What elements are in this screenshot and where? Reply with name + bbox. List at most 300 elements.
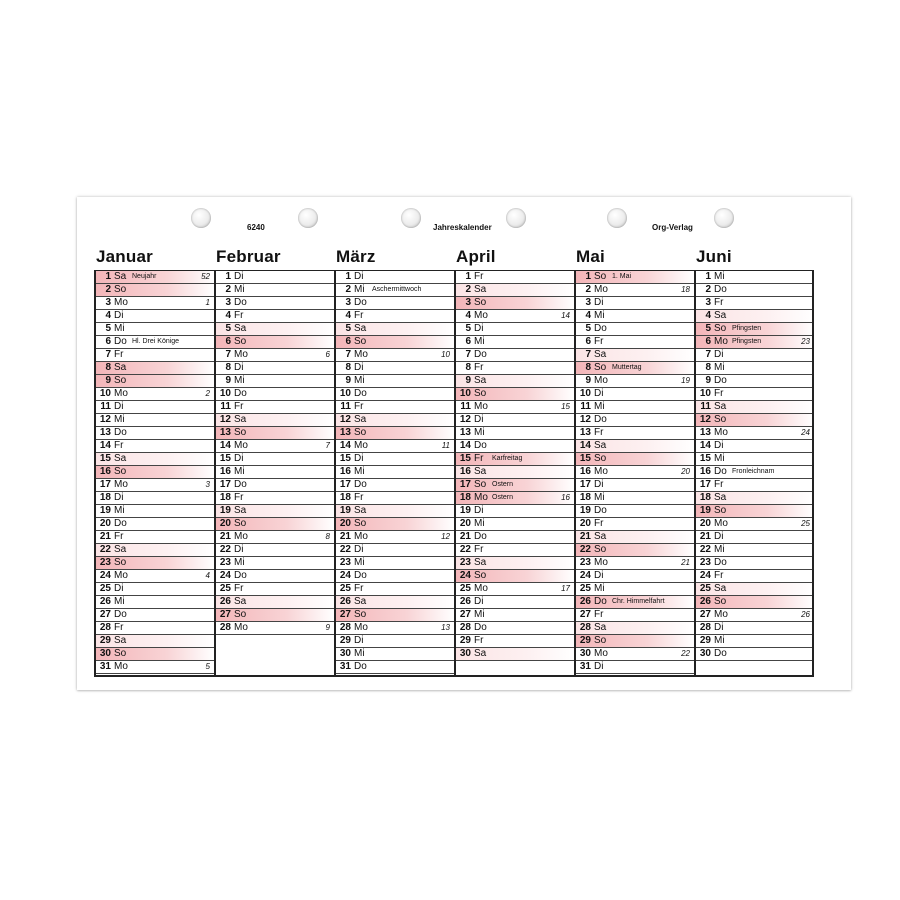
day-row <box>694 297 814 310</box>
day-number: 8 <box>465 362 471 373</box>
day-number: 27 <box>219 609 231 620</box>
holiday-label: Pfingsten <box>732 338 762 345</box>
day-number: 6 <box>585 336 591 347</box>
day-row <box>214 310 334 323</box>
day-number: 20 <box>219 518 231 529</box>
day-row <box>694 609 814 622</box>
day-number: 11 <box>460 401 471 412</box>
day-row <box>694 401 814 414</box>
day-row <box>94 453 214 466</box>
day-list <box>214 270 334 635</box>
day-number: 21 <box>579 531 591 542</box>
weekday: Do <box>594 596 607 607</box>
weekday: Mo <box>234 349 248 360</box>
day-row <box>214 466 334 479</box>
weekday: Mi <box>474 609 485 620</box>
day-number: 9 <box>585 375 591 386</box>
day-number: 2 <box>105 284 111 295</box>
day-number: 28 <box>579 622 591 633</box>
day-row <box>574 609 694 622</box>
day-number: 28 <box>219 622 231 633</box>
day-row <box>454 401 574 414</box>
day-row <box>574 518 694 531</box>
weekday: Sa <box>114 544 127 555</box>
day-row <box>454 453 574 466</box>
day-number: 5 <box>705 323 711 334</box>
day-number: 25 <box>699 583 711 594</box>
day-number: 11 <box>220 401 231 412</box>
day-row <box>454 297 574 310</box>
weekday: Di <box>714 440 724 451</box>
day-row <box>574 648 694 661</box>
day-number: 29 <box>699 635 711 646</box>
day-row <box>454 505 574 518</box>
day-row <box>334 310 454 323</box>
weekday: Fr <box>234 492 244 503</box>
weekday: Sa <box>474 557 487 568</box>
weekday: So <box>474 388 487 399</box>
day-number: 12 <box>699 414 711 425</box>
day-row <box>454 583 574 596</box>
day-number: 1 <box>465 271 471 282</box>
day-number: 24 <box>699 570 711 581</box>
weekday: Sa <box>474 466 487 477</box>
weekday: Fr <box>474 271 484 282</box>
weekday: Fr <box>114 440 124 451</box>
holiday-label: Fronleichnam <box>732 468 775 475</box>
weekday: Di <box>234 271 244 282</box>
holiday-label: Pfingsten <box>732 325 762 332</box>
weekday: Di <box>594 297 604 308</box>
day-row <box>94 401 214 414</box>
day-list <box>574 270 694 674</box>
day-row <box>454 492 574 505</box>
week-number: 19 <box>681 376 690 385</box>
weekday: Do <box>474 531 487 542</box>
day-number: 6 <box>225 336 231 347</box>
day-row <box>454 271 574 284</box>
weekday: So <box>474 297 487 308</box>
week-number: 3 <box>205 480 210 489</box>
day-row <box>574 336 694 349</box>
holiday-label: Aschermittwoch <box>372 286 422 293</box>
weekday: Fr <box>354 401 364 412</box>
weekday: Mo <box>114 388 128 399</box>
day-number: 23 <box>99 557 111 568</box>
weekday: Do <box>714 648 727 659</box>
day-number: 24 <box>99 570 111 581</box>
day-number: 8 <box>345 362 351 373</box>
day-row <box>694 427 814 440</box>
day-row <box>334 479 454 492</box>
day-number: 15 <box>579 453 591 464</box>
day-number: 24 <box>339 570 351 581</box>
weekday: Di <box>114 583 124 594</box>
day-row <box>694 479 814 492</box>
day-number: 4 <box>585 310 591 321</box>
day-row <box>94 609 214 622</box>
weekday: So <box>354 609 367 620</box>
weekday: So <box>234 427 247 438</box>
day-row <box>334 609 454 622</box>
weekday: Fr <box>714 570 724 581</box>
weekday: Sa <box>114 362 127 373</box>
day-row <box>94 505 214 518</box>
day-row <box>574 466 694 479</box>
day-row <box>94 284 214 297</box>
weekday: So <box>474 570 487 581</box>
week-number: 22 <box>681 649 690 658</box>
column-divider <box>334 270 336 675</box>
day-row <box>574 583 694 596</box>
week-number: 16 <box>561 493 570 502</box>
day-row <box>574 271 694 284</box>
day-number: 1 <box>585 271 591 282</box>
day-number: 21 <box>219 531 231 542</box>
day-number: 19 <box>339 505 351 516</box>
week-number: 17 <box>561 584 570 593</box>
weekday: Mi <box>714 362 725 373</box>
month-name: Februar <box>216 247 281 266</box>
weekday: So <box>114 284 127 295</box>
week-number: 24 <box>801 428 810 437</box>
day-number: 4 <box>705 310 711 321</box>
day-number: 12 <box>459 414 471 425</box>
weekday: Mo <box>114 479 128 490</box>
day-number: 30 <box>699 648 711 659</box>
day-number: 9 <box>225 375 231 386</box>
day-row <box>94 271 214 284</box>
day-number: 10 <box>579 388 591 399</box>
day-row <box>334 349 454 362</box>
weekday: Do <box>354 388 367 399</box>
punch-hole <box>191 208 211 228</box>
day-row <box>694 466 814 479</box>
day-number: 18 <box>699 492 711 503</box>
week-number: 52 <box>201 272 210 281</box>
day-list <box>454 270 574 661</box>
day-row <box>334 284 454 297</box>
column-divider <box>574 270 576 675</box>
day-number: 23 <box>219 557 231 568</box>
day-number: 13 <box>219 427 231 438</box>
day-number: 28 <box>699 622 711 633</box>
weekday: Sa <box>234 505 247 516</box>
weekday: So <box>594 271 607 282</box>
day-number: 16 <box>99 466 111 477</box>
day-number: 25 <box>459 583 471 594</box>
day-row <box>574 427 694 440</box>
grid-border-left <box>94 270 96 675</box>
weekday: Do <box>354 297 367 308</box>
weekday: Mo <box>714 609 728 620</box>
week-number: 8 <box>325 532 330 541</box>
day-number: 7 <box>585 349 591 360</box>
weekday: Di <box>474 596 484 607</box>
day-number: 10 <box>219 388 231 399</box>
weekday: Mo <box>114 570 128 581</box>
weekday: Do <box>714 284 727 295</box>
day-number: 19 <box>699 505 711 516</box>
day-row <box>94 544 214 557</box>
day-number: 3 <box>705 297 711 308</box>
day-number: 14 <box>579 440 591 451</box>
punch-hole <box>506 208 526 228</box>
day-row <box>334 570 454 583</box>
day-row <box>574 596 694 609</box>
weekday: Sa <box>474 375 487 386</box>
week-number: 21 <box>681 558 690 567</box>
day-number: 22 <box>339 544 351 555</box>
day-number: 20 <box>699 518 711 529</box>
holiday-label: Chr. Himmelfahrt <box>612 598 665 605</box>
day-number: 8 <box>105 362 111 373</box>
day-number: 30 <box>99 648 111 659</box>
weekday: So <box>234 336 247 347</box>
day-number: 27 <box>459 609 471 620</box>
weekday: Mo <box>234 531 248 542</box>
day-row <box>574 492 694 505</box>
day-row <box>454 414 574 427</box>
day-row <box>334 557 454 570</box>
day-row <box>94 388 214 401</box>
day-row <box>334 505 454 518</box>
day-number: 8 <box>585 362 591 373</box>
weekday: Mi <box>354 284 365 295</box>
weekday: Di <box>234 362 244 373</box>
day-row <box>94 518 214 531</box>
column-divider <box>694 270 696 675</box>
weekday: Do <box>474 622 487 633</box>
day-number: 31 <box>579 661 591 672</box>
day-row <box>214 505 334 518</box>
day-number: 21 <box>459 531 471 542</box>
day-number: 26 <box>339 596 351 607</box>
week-number: 4 <box>205 571 210 580</box>
day-row <box>214 479 334 492</box>
weekday: Fr <box>234 401 244 412</box>
day-row <box>94 661 214 674</box>
weekday: Sa <box>594 622 607 633</box>
weekday: Di <box>714 349 724 360</box>
day-row <box>454 518 574 531</box>
day-row <box>334 453 454 466</box>
day-row <box>694 362 814 375</box>
weekday: Fr <box>114 349 124 360</box>
day-row <box>334 635 454 648</box>
day-row <box>94 310 214 323</box>
weekday: Mi <box>114 323 125 334</box>
weekday: So <box>354 518 367 529</box>
day-row <box>694 635 814 648</box>
day-row <box>454 362 574 375</box>
weekday: So <box>114 557 127 568</box>
weekday: So <box>714 505 727 516</box>
punch-hole <box>714 208 734 228</box>
weekday: Di <box>354 635 364 646</box>
day-number: 27 <box>699 609 711 620</box>
weekday: Di <box>474 505 484 516</box>
day-row <box>454 609 574 622</box>
day-row <box>454 440 574 453</box>
weekday: Di <box>714 531 724 542</box>
week-number: 14 <box>561 311 570 320</box>
weekday: Sa <box>714 401 727 412</box>
day-row <box>694 518 814 531</box>
weekday: Do <box>114 336 127 347</box>
day-number: 18 <box>99 492 111 503</box>
day-row <box>214 518 334 531</box>
day-number: 14 <box>699 440 711 451</box>
week-number: 23 <box>801 337 810 346</box>
day-row <box>454 336 574 349</box>
weekday: Mo <box>594 284 608 295</box>
day-number: 12 <box>579 414 591 425</box>
weekday: Do <box>234 479 247 490</box>
weekday: So <box>714 596 727 607</box>
weekday: Fr <box>354 492 364 503</box>
weekday: Mi <box>474 427 485 438</box>
weekday: Mo <box>594 648 608 659</box>
day-number: 4 <box>225 310 231 321</box>
calendar-title: Jahreskalender <box>433 223 492 232</box>
weekday: Fr <box>714 479 724 490</box>
day-row <box>334 323 454 336</box>
day-number: 14 <box>219 440 231 451</box>
day-number: 17 <box>339 479 351 490</box>
weekday: Di <box>594 570 604 581</box>
weekday: So <box>114 648 127 659</box>
weekday: Sa <box>354 414 367 425</box>
day-row <box>574 388 694 401</box>
weekday: Sa <box>594 531 607 542</box>
weekday: Sa <box>114 635 127 646</box>
day-number: 2 <box>465 284 471 295</box>
weekday: Do <box>594 414 607 425</box>
weekday: Fr <box>594 427 604 438</box>
day-row <box>454 557 574 570</box>
day-row <box>334 466 454 479</box>
day-number: 2 <box>585 284 591 295</box>
weekday: So <box>594 635 607 646</box>
day-number: 28 <box>459 622 471 633</box>
day-row <box>214 362 334 375</box>
day-number: 7 <box>345 349 351 360</box>
day-number: 14 <box>459 440 471 451</box>
weekday: Mo <box>354 440 368 451</box>
day-row <box>334 531 454 544</box>
product-code: 6240 <box>247 223 265 232</box>
weekday: Mi <box>714 544 725 555</box>
punch-hole <box>298 208 318 228</box>
day-row <box>94 492 214 505</box>
day-number: 5 <box>225 323 231 334</box>
day-row <box>454 349 574 362</box>
day-row <box>574 635 694 648</box>
day-row <box>334 401 454 414</box>
weekday: Sa <box>354 505 367 516</box>
day-number: 5 <box>465 323 471 334</box>
day-number: 22 <box>219 544 231 555</box>
day-row <box>214 570 334 583</box>
day-number: 8 <box>225 362 231 373</box>
day-number: 26 <box>579 596 591 607</box>
weekday: So <box>714 323 727 334</box>
day-number: 24 <box>579 570 591 581</box>
day-number: 10 <box>459 388 471 399</box>
weekday: Mo <box>714 427 728 438</box>
weekday: So <box>594 362 607 373</box>
weekday: Fr <box>714 388 724 399</box>
day-row <box>214 596 334 609</box>
day-number: 30 <box>579 648 591 659</box>
weekday: Mi <box>594 583 605 594</box>
day-row <box>334 622 454 635</box>
day-number: 11 <box>100 401 111 412</box>
day-row <box>694 570 814 583</box>
weekday: So <box>594 453 607 464</box>
weekday: Fr <box>114 531 124 542</box>
weekday: Mo <box>474 583 488 594</box>
holiday-label: Hl. Drei Könige <box>132 338 180 345</box>
weekday: Mo <box>354 531 368 542</box>
column-divider <box>454 270 456 675</box>
weekday: Do <box>234 570 247 581</box>
week-number: 10 <box>441 350 450 359</box>
day-number: 25 <box>579 583 591 594</box>
holiday-label: Neujahr <box>132 273 157 280</box>
weekday: Fr <box>354 310 364 321</box>
day-row <box>694 505 814 518</box>
day-number: 16 <box>219 466 231 477</box>
weekday: Mo <box>594 375 608 386</box>
weekday: Di <box>594 661 604 672</box>
day-list <box>334 270 454 674</box>
day-number: 22 <box>459 544 471 555</box>
day-row <box>574 557 694 570</box>
day-number: 12 <box>339 414 351 425</box>
day-number: 23 <box>339 557 351 568</box>
day-number: 7 <box>465 349 471 360</box>
day-row <box>574 362 694 375</box>
day-number: 7 <box>705 349 711 360</box>
weekday: Mi <box>474 336 485 347</box>
day-row <box>214 271 334 284</box>
weekday: Fr <box>474 453 484 464</box>
day-number: 21 <box>99 531 111 542</box>
day-row <box>214 622 334 635</box>
weekday: Mi <box>354 375 365 386</box>
day-number: 15 <box>99 453 111 464</box>
day-row <box>454 570 574 583</box>
day-row <box>694 544 814 557</box>
day-number: 3 <box>585 297 591 308</box>
week-number: 12 <box>441 532 450 541</box>
weekday: Mi <box>714 271 725 282</box>
day-list <box>94 270 214 674</box>
day-row <box>574 570 694 583</box>
weekday: Sa <box>354 323 367 334</box>
day-row <box>214 414 334 427</box>
day-number: 5 <box>345 323 351 334</box>
weekday: Di <box>354 453 364 464</box>
day-row <box>334 427 454 440</box>
day-row <box>454 635 574 648</box>
weekday: So <box>714 414 727 425</box>
day-row <box>574 349 694 362</box>
day-row <box>94 362 214 375</box>
weekday: Sa <box>474 284 487 295</box>
